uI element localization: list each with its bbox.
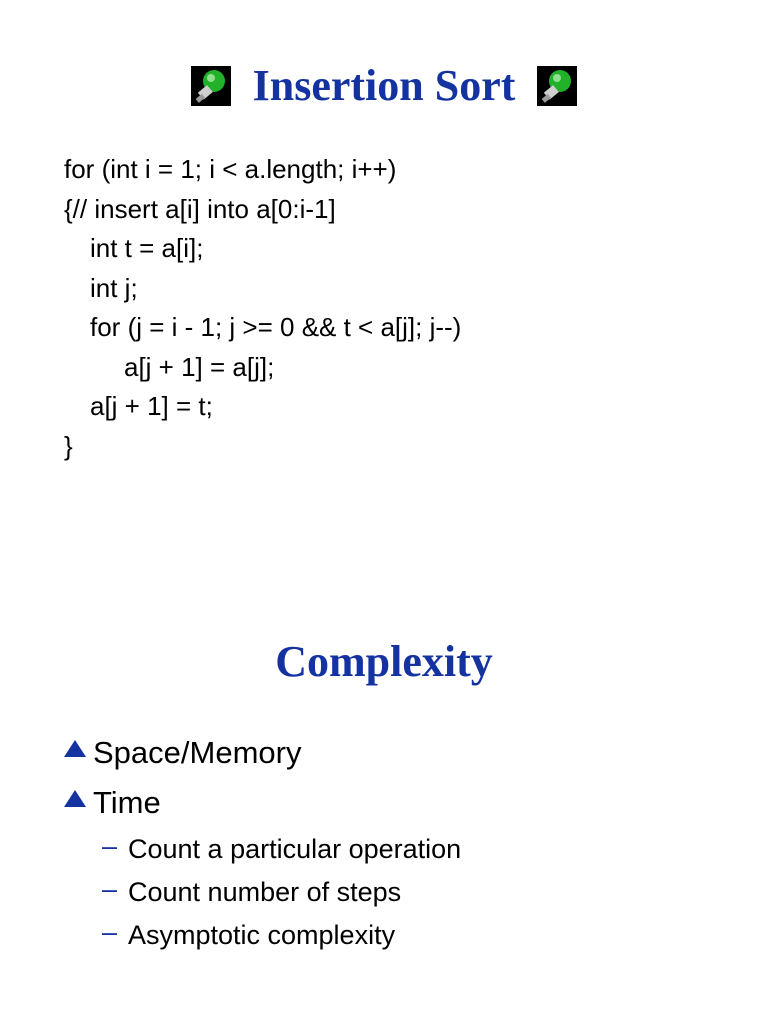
sub-bullet-list bbox=[64, 828, 461, 957]
code-line: a[j + 1] = t; bbox=[90, 391, 213, 421]
bullet-text: Space/Memory bbox=[93, 735, 302, 770]
sub-bullet-text: Count a particular operation bbox=[128, 834, 462, 864]
dash-bullet-icon: – bbox=[102, 874, 118, 904]
sub-bullet-text: Asymptotic complexity bbox=[128, 920, 396, 950]
sub-bullet-item bbox=[102, 871, 461, 914]
code-line: for (j = i - 1; j >= 0 && t < a[j]; j--) bbox=[90, 312, 462, 342]
bullet-text: Time bbox=[93, 785, 161, 820]
title-row bbox=[0, 58, 768, 114]
code-line: {// insert a[i] into a[0:i-1] bbox=[64, 193, 336, 224]
slide-title: Insertion Sort bbox=[252, 61, 516, 110]
triangle-bullet-icon bbox=[64, 790, 86, 807]
sub-bullet-item bbox=[102, 828, 461, 871]
dash-bullet-icon: – bbox=[102, 831, 118, 861]
code-line: for (int i = 1; i < a.length; i++) bbox=[64, 154, 397, 184]
section-title: Complexity bbox=[275, 637, 493, 686]
dash-bullet-icon: – bbox=[102, 917, 118, 947]
code-block bbox=[64, 150, 461, 466]
code-line: int t = a[i]; bbox=[90, 233, 204, 263]
lightbulb-icon bbox=[537, 66, 577, 106]
code-line: a[j + 1] = a[j]; bbox=[124, 351, 275, 382]
sub-bullet-item bbox=[102, 914, 461, 957]
sub-bullet-text: Count number of steps bbox=[128, 877, 402, 907]
triangle-bullet-icon bbox=[64, 740, 86, 757]
bullet-list bbox=[64, 728, 461, 957]
code-line: int j; bbox=[90, 272, 138, 303]
lightbulb-icon bbox=[191, 66, 231, 106]
code-line: } bbox=[64, 430, 73, 461]
bullet-item bbox=[64, 778, 461, 957]
bullet-item bbox=[64, 728, 461, 778]
